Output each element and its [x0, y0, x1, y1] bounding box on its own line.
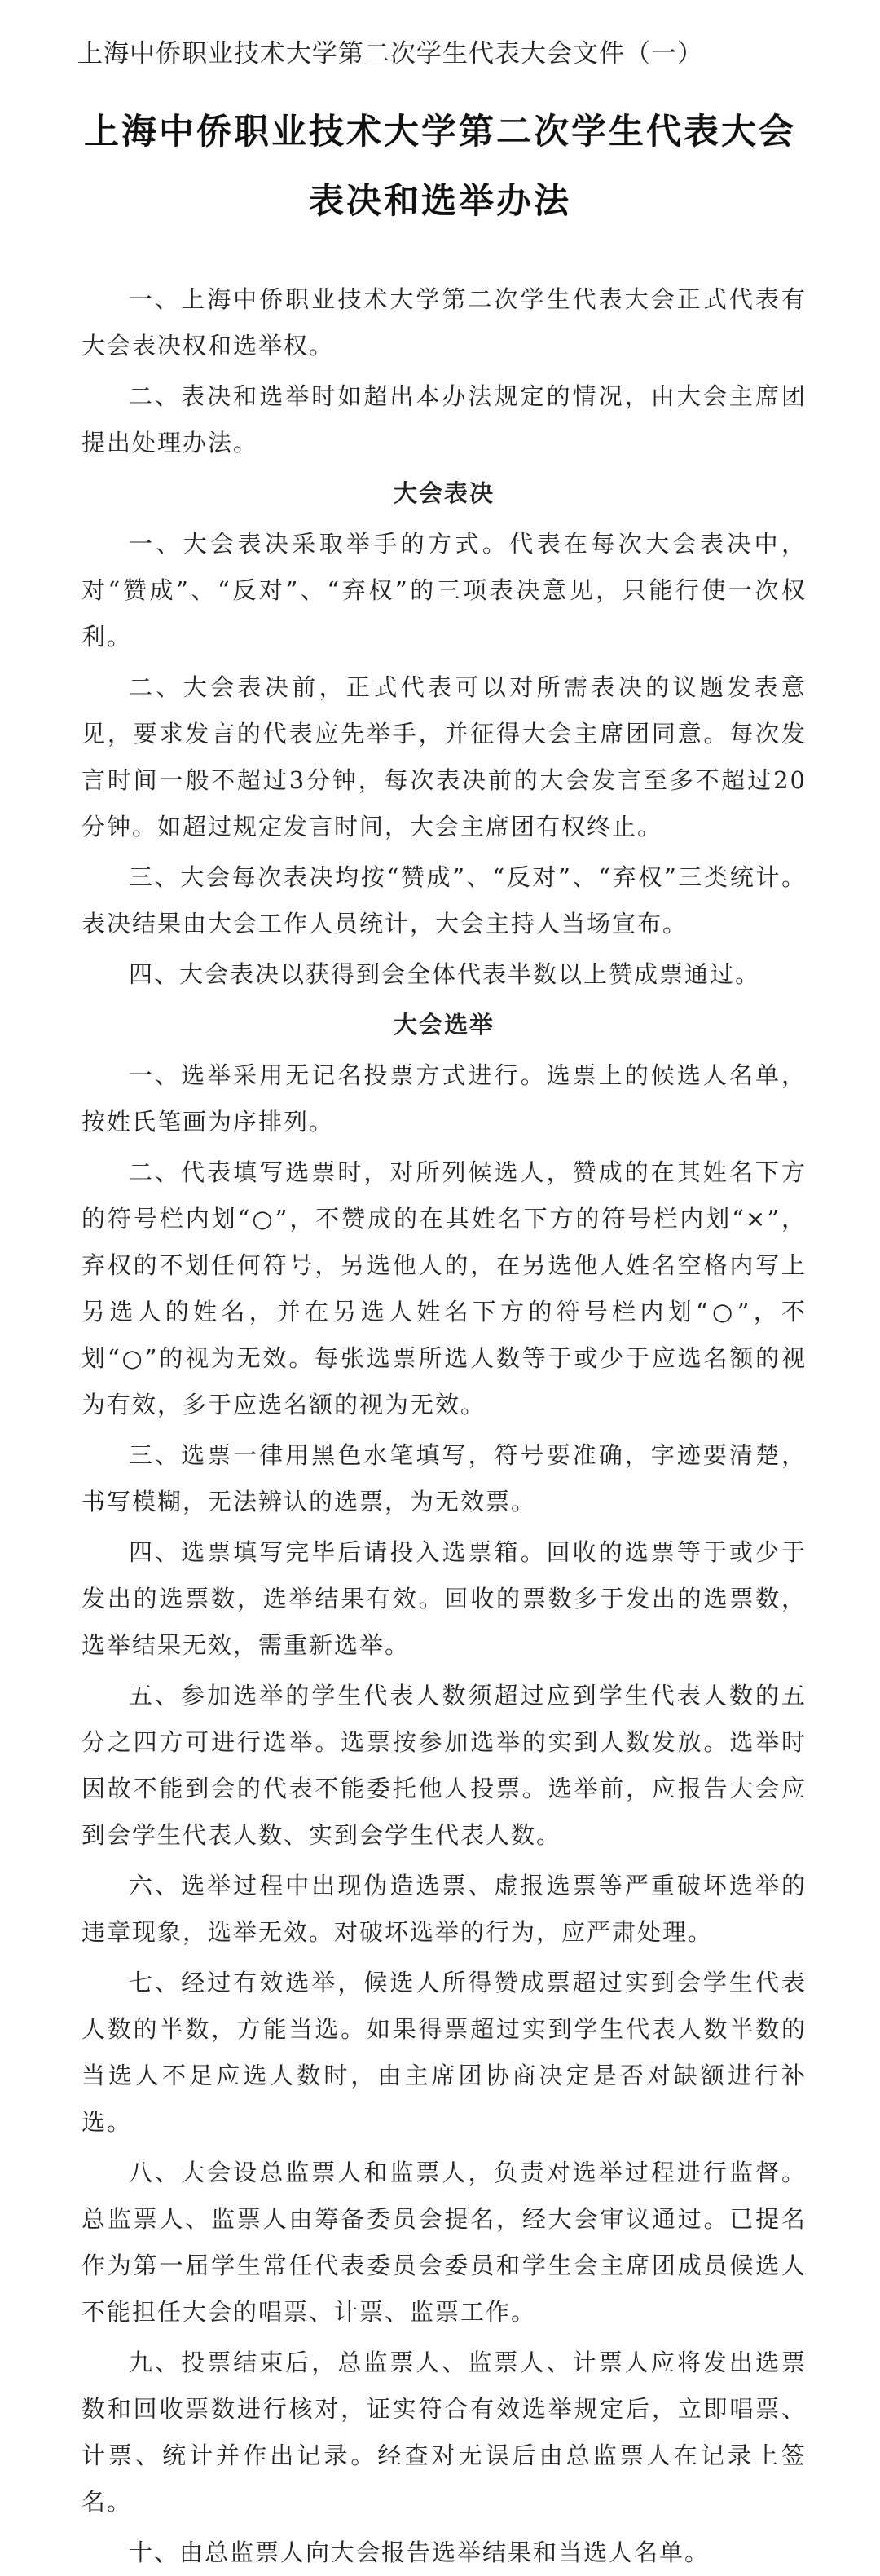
election-paragraph-4: 四、选票填写完毕后请投入选票箱。回收的选票等于或少于发出的选票数，选举结果有效。回收的票数多于发出的选票数，选举结果无效，需重新选举。 — [81, 1538, 807, 1659]
election-paragraph-8: 八、大会设总监票人和监票人，负责对选举过程进行监督。总监票人、监票人由筹备委员会提名，经大会审议通过。已提名作为第一届学生常任代表委员会委员和学生会主席团成员候选人不能担任大会的唱票、计票、监票工作。 — [81, 2159, 807, 2326]
voting-paragraph-4: 四、大会表决以获得到会全体代表半数以上赞成票通过。 — [129, 960, 761, 988]
intro-paragraph-1: 一、上海中侨职业技术大学第二次学生代表大会正式代表有大会表决权和选举权。 — [81, 285, 807, 359]
document-header: 上海中侨职业技术大学第二次学生代表大会文件（一） — [77, 39, 703, 68]
election-paragraph-9: 九、投票结束后，总监票人、监票人、计票人应将发出选票数和回收票数进行核对，证实符合有效选举规定后，立即唱票、计票、统计并作出记录。经查对无误后由总监票人在记录上签名。 — [81, 2349, 807, 2516]
voting-paragraph-2: 二、大会表决前，正式代表可以对所需表决的议题发表意见，要求发言的代表应先举手，并征得大会主席团同意。每次发言时间一般不超过3分钟，每次表决前的大会发言至多不超过20分钟。如超过规定发言时间，大会主席团有权终止。 — [81, 673, 807, 840]
voting-paragraph-3: 三、大会每次表决均按“赞成”、“反对”、“弃权”三类统计。表决结果由大会工作人员统计，大会主持人当场宣布。 — [81, 863, 807, 937]
election-paragraph-6: 六、选举过程中出现伪造选票、虚报选票等严重破坏选举的违章现象，选举无效。对破坏选举的行为，应严肃处理。 — [81, 1872, 807, 1946]
document-title-line2: 表决和选举办法 — [309, 181, 571, 222]
election-paragraph-2: 二、代表填写选票时，对所列候选人，赞成的在其姓名下方的符号栏内划“○”，不赞成的在其姓名下方的符号栏内划“×”，弃权的不划任何符号，另选他人的，在另选他人姓名空格内写上另选人的姓名，并在另选人姓名下方的符号栏内划“○”，不划“○”的视为无效。每张选票所选人数等于或少于应选名额的视为有效，多于应选名额的视为无效。 — [81, 1158, 807, 1418]
election-paragraph-3: 三、选票一律用黑色水笔填写，符号要准确，字迹要清楚，书写模糊，无法辨认的选票，为无效票。 — [81, 1441, 807, 1515]
voting-paragraph-1: 一、大会表决采取举手的方式。代表在每次大会表决中，对“赞成”、“反对”、“弃权”的三项表决意见，只能行使一次权利。 — [81, 530, 807, 651]
election-paragraph-7: 七、经过有效选举，候选人所得赞成票超过实到会学生代表人数的半数，方能当选。如果得票超过实到学生代表人数半数的当选人不足应选人数时，由主席团协商决定是否对缺额进行补选。 — [81, 1969, 807, 2136]
document-body — [81, 276, 807, 2576]
election-paragraph-5: 五、参加选举的学生代表人数须超过应到学生代表人数的五分之四方可进行选举。选票按参加选举的实到人数发放。选举时因故不能到会的代表不能委托他人投票。选举前，应报告大会应到会学生代表人数、实到会学生代表人数。 — [81, 1682, 807, 1849]
section-heading-election: 大会选举 — [393, 1011, 495, 1039]
election-paragraph-10: 十、由总监票人向大会报告选举结果和当选人名单。 — [129, 2539, 711, 2566]
election-paragraph-1: 一、选举采用无记名投票方式进行。选票上的候选人名单，按姓氏笔画为序排列。 — [81, 1061, 807, 1136]
intro-paragraph-2: 二、表决和选举时如超出本办法规定的情况，由大会主席团提出处理办法。 — [81, 382, 807, 457]
section-heading-voting: 大会表决 — [393, 479, 495, 507]
document-title-line1: 上海中侨职业技术大学第二次学生代表大会 — [84, 112, 796, 152]
